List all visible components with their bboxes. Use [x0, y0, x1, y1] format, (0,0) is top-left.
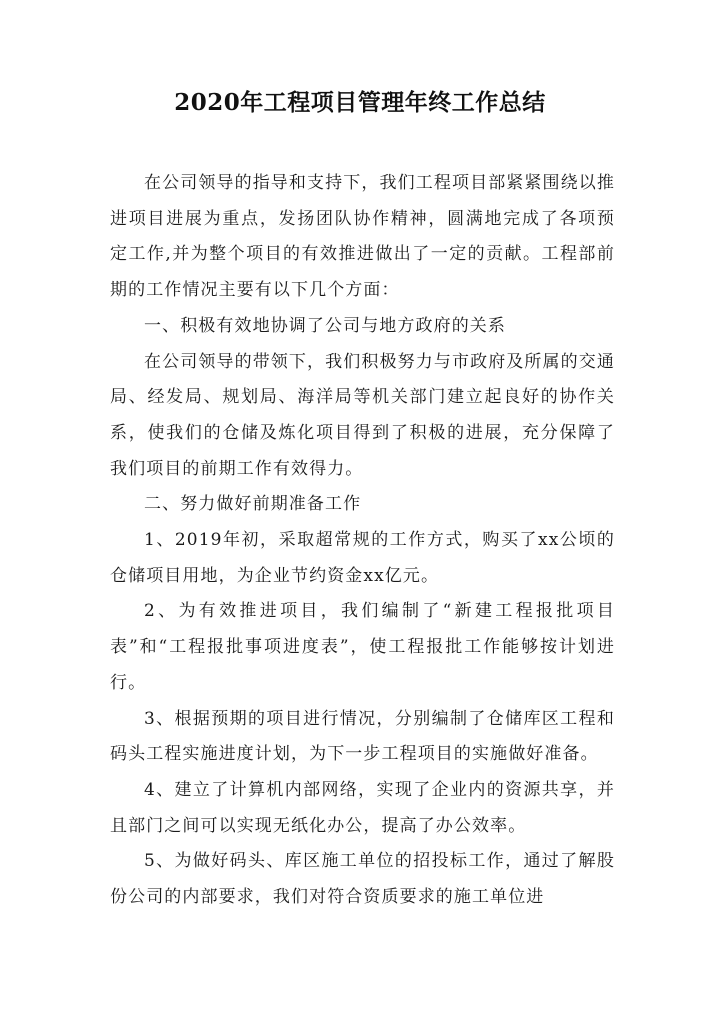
document-title: 2020年工程项目管理年终工作总结 — [174, 89, 546, 116]
list-item-2: 2、为有效推进项目，我们编制了“新建工程报批项目表”和“工程报批事项进度表”，使工程报批工作能够按计划进行。 — [110, 601, 615, 693]
list-item-4: 4、建立了计算机内部网络，实现了企业内的资源共享，并且部门之间可以实现无纸化办公，提高了办公效率。 — [110, 779, 615, 836]
section-heading-1: 一、积极有效地协调了公司与地方政府的关系 — [144, 315, 506, 336]
list-item-3: 3、根据预期的项目进行情况，分别编制了仓储库区工程和码头工程实施进度计划，为下一步工程项目的实施做好准备。 — [110, 708, 615, 765]
list-item-5: 5、为做好码头、库区施工单位的招投标工作，通过了解股份公司的内部要求，我们对符合资质要求的施工单位进 — [110, 851, 615, 908]
list-item-1: 1、2019年初，采取超常规的工作方式，购买了xx公顷的仓储项目用地，为企业节约资金xx亿元。 — [110, 530, 615, 586]
paragraph-section-1: 在公司领导的带领下，我们积极努力与市政府及所属的交通局、经发局、规划局、海洋局等机关部门建立起良好的协作关系，使我们的仓储及炼化项目得到了积极的进展，充分保障了我们项目的前期工作有效得力。 — [110, 351, 615, 479]
document-body — [110, 166, 615, 916]
section-heading-2: 二、努力做好前期准备工作 — [144, 494, 362, 515]
paragraph-intro: 在公司领导的指导和支持下，我们工程项目部紧紧围绕以推进项目进展为重点，发扬团队协作精神，圆满地完成了各项预定工作,并为整个项目的有效推进做出了一定的贡献。工程部前期的工作情况主要有以下几个方面： — [110, 173, 615, 301]
